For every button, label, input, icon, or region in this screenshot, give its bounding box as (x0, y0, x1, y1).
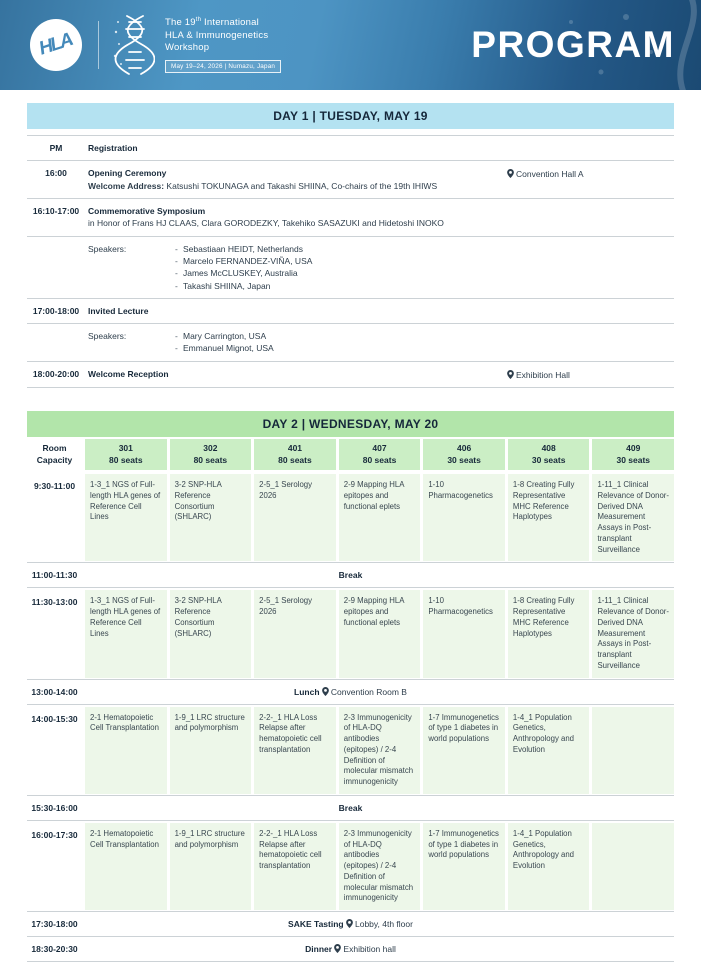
session-cell: 2-1 Hematopoietic Cell Transplantation (85, 823, 167, 910)
room-header-409: 409 30 seats (592, 439, 674, 470)
session-cell: 1-11_1 Clinical Relevance of Donor-Derived DNA Measurement Assays in Post-transplant Surveillance (592, 474, 674, 561)
workshop-title-block (165, 17, 281, 72)
day1-row-lecture-speakers (27, 324, 674, 362)
session-cell: 2-2-_1 HLA Loss Relapse after hematopoietic cell transplantation (254, 823, 336, 910)
day2-break-row-2 (27, 795, 674, 821)
session-cell: 1-4_1 Population Genetics, Anthropology and Evolution (508, 707, 590, 794)
event-title: Commemorative Symposium (88, 205, 206, 216)
speaker-item: - Mary Carrington, USA (175, 330, 274, 342)
session-cell: 1-7 Immunogenetics of type 1 diabetes in world populations (423, 707, 505, 794)
time-label: 18:30-20:30 (31, 944, 78, 954)
day1-row-welcome-reception (27, 362, 674, 388)
speakers-label: Speakers: (88, 243, 127, 254)
event-location: Exhibition Hall (507, 368, 674, 381)
day2-session-row-afternoon1 (27, 705, 674, 796)
event-title: Welcome Reception (88, 368, 169, 379)
session-cell: 2-1 Hematopoietic Cell Transplantation (85, 707, 167, 794)
day2-session-row-afternoon2 (27, 821, 674, 912)
page-header (0, 0, 701, 90)
session-cell: 1-9_1 LRC structure and polymorphism (170, 823, 252, 910)
day1-row-invited-lecture (27, 299, 674, 324)
time-label: 11:30-13:00 (31, 597, 78, 608)
time-label: 18:00-20:00 (32, 368, 80, 379)
session-cell: 2-9 Mapping HLA epitopes and functional eplets (339, 590, 421, 677)
day1-header-bar: DAY 1 | TUESDAY, MAY 19 (27, 103, 674, 129)
room-header-408: 408 30 seats (508, 439, 590, 470)
time-label: 11:00-11:30 (31, 570, 78, 581)
dinner-label: Dinner (305, 944, 333, 954)
session-cell: 2-5_1 Serology 2026 (254, 590, 336, 677)
speaker-item: - Emmanuel Mignot, USA (175, 342, 274, 354)
session-cell: 1-7 Immunogenetics of type 1 diabetes in world populations (423, 823, 505, 910)
workshop-title-line3: Workshop (165, 42, 210, 54)
event-title: Registration (88, 143, 138, 153)
time-label: 17:30-18:00 (31, 919, 78, 929)
session-cell: 1-8 Creating Fully Representative MHC Reference Haplotypes (508, 474, 590, 561)
session-cell: 1-11_1 Clinical Relevance of Donor-Derived DNA Measurement Assays in Post-transplant Surveillance (592, 590, 674, 677)
speaker-item: - Sebastiaan HEIDT, Netherlands (175, 243, 312, 255)
time-label: 17:00-18:00 (32, 305, 80, 316)
workshop-title-line1: The 19th International (165, 17, 259, 29)
speaker-item: - Takashi SHIINA, Japan (175, 280, 312, 292)
time-label: 14:00-15:30 (31, 713, 78, 724)
workshop-title-line2: HLA & Immunogenetics (165, 29, 269, 41)
session-cell: 1-8 Creating Fully Representative MHC Reference Haplotypes (508, 590, 590, 677)
room-capacity-header: Room Capacity (27, 439, 82, 470)
day2-break-row-1 (27, 562, 674, 588)
session-cell: 2-5_1 Serology 2026 (254, 474, 336, 561)
session-cell: 2-3 Immunogenicity of HLA-DQ antibodies (epitopes) / 2-4 Definition of molecular mismatch immunogenicity (339, 707, 421, 794)
hla-logo (30, 19, 82, 71)
day1-table (27, 135, 674, 388)
session-cell-empty (592, 823, 674, 910)
event-detail: in Honor of Frans HJ CLAAS, Clara GORODEZKY, Takehiko SASAZUKI and Hidetoshi INOKO (88, 218, 444, 229)
time-label: 15:30-16:00 (31, 802, 78, 813)
room-header-406: 406 30 seats (423, 439, 505, 470)
sake-tasting-label: SAKE Tasting (288, 919, 344, 929)
day1-row-opening-ceremony (27, 161, 674, 199)
room-header-302: 302 80 seats (170, 439, 252, 470)
room-header-401: 401 80 seats (254, 439, 336, 470)
session-cell: 1-3_1 NGS of Full-length HLA genes of Reference Cell Lines (85, 590, 167, 677)
sake-location: Lobby, 4th floor (354, 919, 413, 929)
session-cell: 1-3_1 NGS of Full-length HLA genes of Reference Cell Lines (85, 474, 167, 561)
location-pin-icon (346, 919, 353, 928)
session-cell: 1-10 Pharmacogenetics (423, 590, 505, 677)
session-cell: 3-2 SNP-HLA Reference Consortium (SHLARC) (170, 590, 252, 677)
room-header-301: 301 80 seats (85, 439, 167, 470)
hla-logo-text: HLA (36, 29, 75, 60)
event-title: Invited Lecture (88, 305, 149, 316)
event-title: Opening Ceremony (88, 168, 167, 179)
day2-room-header-row (27, 437, 674, 472)
day2-header-bar: DAY 2 | WEDNESDAY, MAY 20 (27, 411, 674, 437)
time-label: 16:00-17:30 (31, 829, 78, 840)
session-cell: 1-10 Pharmacogenetics (423, 474, 505, 561)
session-cell: 1-9_1 LRC structure and polymorphism (170, 707, 252, 794)
date-location-badge: May 19–24, 2026 | Numazu, Japan (165, 60, 281, 73)
day1-row-commemorative-symposium (27, 199, 674, 237)
break-label: Break (338, 570, 363, 581)
day2-section (27, 411, 674, 962)
speaker-item: - James McCLUSKEY, Australia (175, 267, 312, 279)
speakers-label: Speakers: (88, 331, 127, 342)
time-label: 16:10-17:00 (32, 205, 80, 216)
schedule-content (0, 90, 701, 962)
day2-dinner-row (27, 936, 674, 962)
session-cell: 2-9 Mapping HLA epitopes and functional eplets (339, 474, 421, 561)
location-pin-icon (507, 169, 514, 178)
speaker-item: - Marcelo FERNANDEZ-VIÑA, USA (175, 255, 312, 267)
time-label: 16:00 (45, 168, 67, 179)
time-label: 13:00-14:00 (31, 686, 78, 697)
location-pin-icon (507, 370, 514, 379)
day1-row-symposium-speakers (27, 237, 674, 299)
session-cell: 3-2 SNP-HLA Reference Consortium (SHLARC) (170, 474, 252, 561)
session-cell: 1-4_1 Population Genetics, Anthropology and Evolution (508, 823, 590, 910)
day2-lunch-row (27, 679, 674, 705)
session-cell-empty (592, 707, 674, 794)
lunch-label: Lunch (294, 686, 320, 697)
room-header-407: 407 80 seats (339, 439, 421, 470)
day2-sake-tasting-row (27, 911, 674, 937)
location-pin-icon (322, 687, 329, 696)
session-cell: 2-3 Immunogenicity of HLA-DQ antibodies (epitopes) / 2-4 Definition of molecular mismatch immunogenicity (339, 823, 421, 910)
day1-row-registration (27, 136, 674, 161)
lunch-location: Convention Room B (330, 686, 407, 697)
event-location: Convention Hall A (507, 167, 674, 192)
dna-helix-icon (113, 14, 155, 76)
dinner-location: Exhibition hall (343, 944, 396, 954)
program-heading: PROGRAM (471, 24, 675, 65)
day2-session-row-morning2 (27, 588, 674, 679)
break-label: Break (338, 802, 363, 813)
speakers-list (175, 330, 274, 355)
event-detail: Welcome Address: Katsushi TOKUNAGA and Takashi SHIINA, Co-chairs of the 19th IHIWS (88, 180, 438, 191)
session-cell: 2-2-_1 HLA Loss Relapse after hematopoietic cell transplantation (254, 707, 336, 794)
time-label: 9:30-11:00 (33, 481, 76, 491)
speakers-list (175, 243, 312, 292)
header-divider (98, 21, 99, 69)
location-pin-icon (334, 944, 341, 953)
time-label: PM (49, 143, 63, 153)
day2-session-row-morning1 (27, 472, 674, 563)
